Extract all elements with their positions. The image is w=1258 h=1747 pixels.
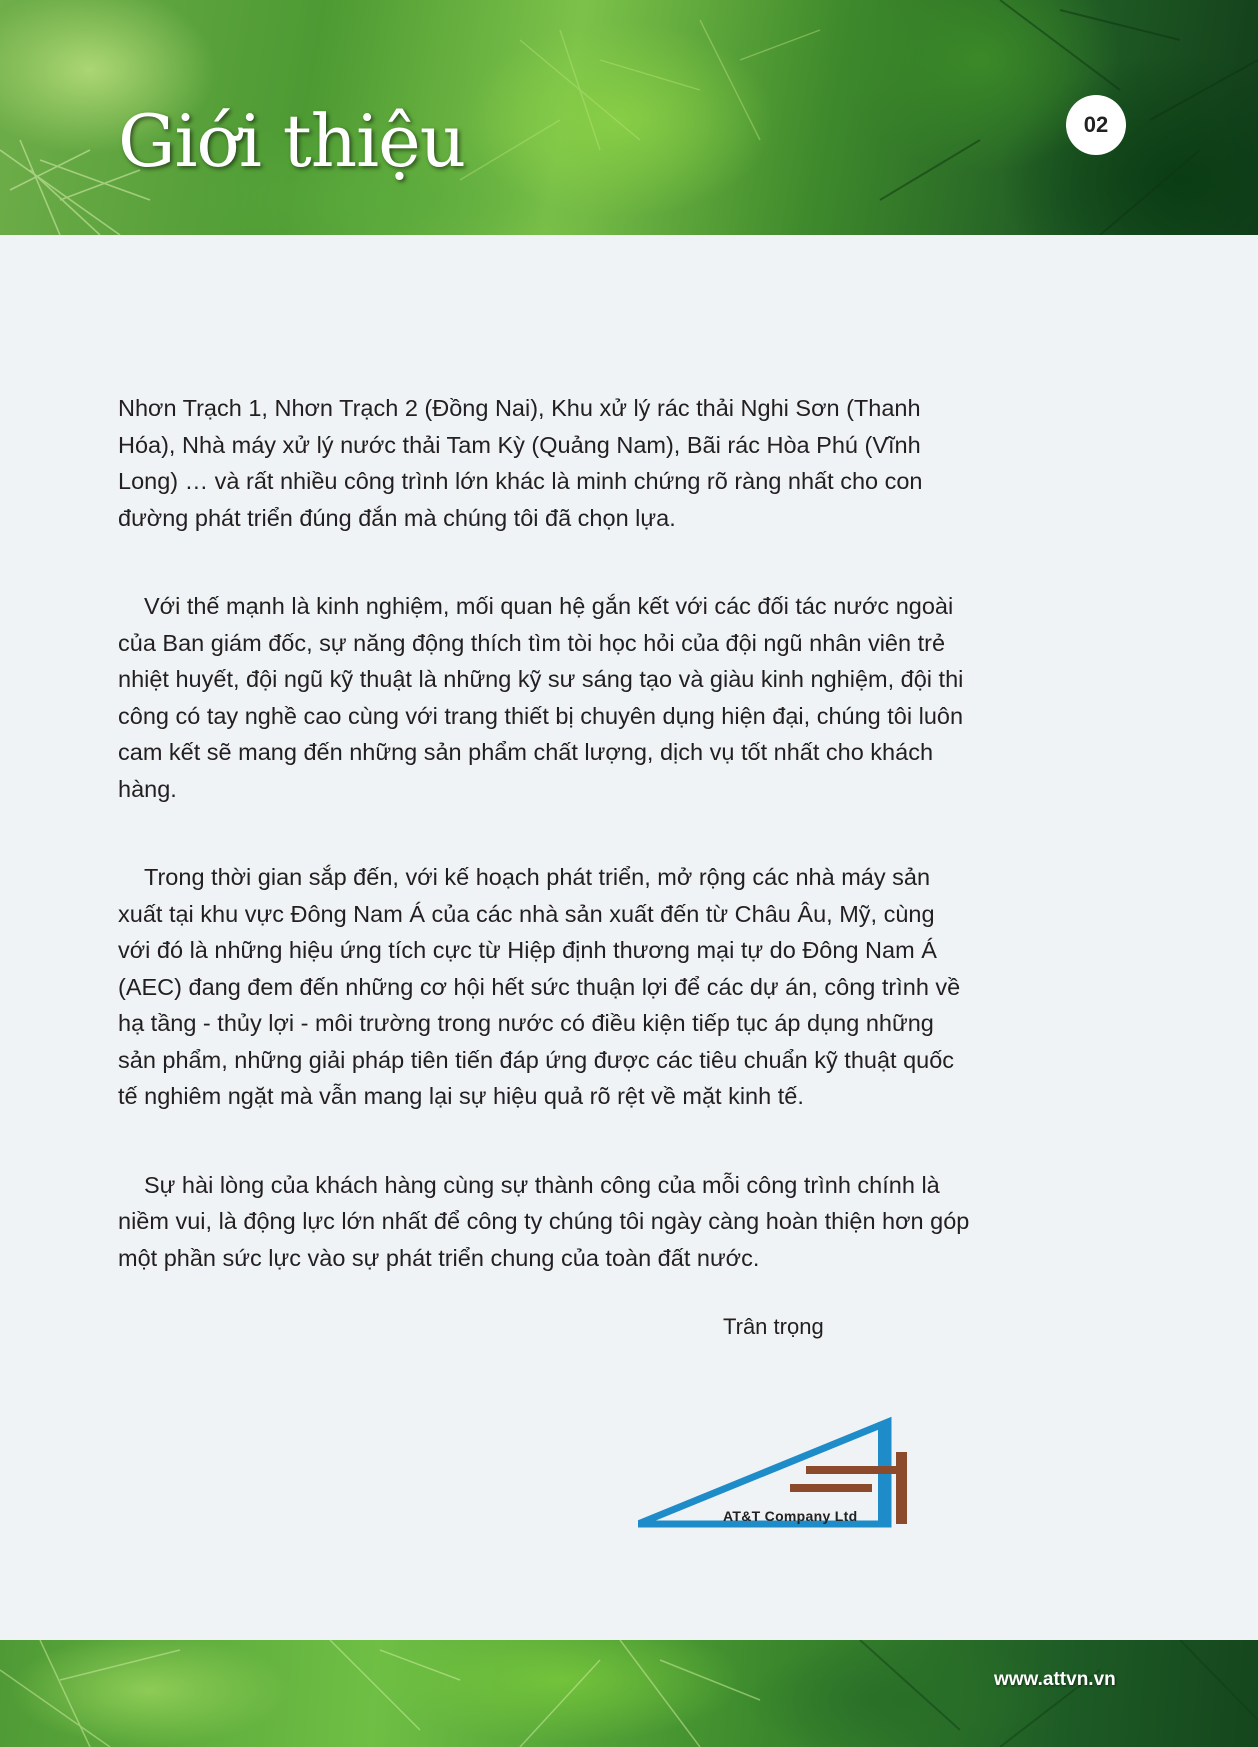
pine-needles-decoration (0, 1640, 1258, 1747)
website-url[interactable]: www.attvn.vn (994, 1669, 1116, 1690)
paragraph-3: Trong thời gian sắp đến, với kế hoạch phát triển, mở rộng các nhà máy sản xuất tại khu vực Đông Nam Á của các nhà sản xuất đến từ Châu Âu, Mỹ, cùng với đó là những hiệu ứng tích cực từ Hiệp định thương mại tự do Đông Nam Á (AEC) đang đem đến những cơ hội hết sức thuận lợi để các dự án, công trình về hạ tầng - thủy lợi - môi trường trong nước có điều kiện tiếp tục áp dụng những sản phẩm, những giải pháp tiên tiến đáp ứng được các tiêu chuẩn kỹ thuật quốc tế nghiêm ngặt mà vẫn mang lại sự hiệu quả rõ rệt về mặt kinh tế. (118, 864, 961, 1109)
intro-body (118, 390, 973, 1328)
closing-text: Trân trọng (723, 1314, 824, 1339)
page-title: Giới thiệu (118, 99, 466, 183)
company-name: AT&T Company Ltd (723, 1508, 858, 1524)
paragraph-2: Với thế mạnh là kinh nghiệm, mối quan hệ gắn kết với các đối tác nước ngoài của Ban giám đốc, sự năng động thích tìm tòi học hỏi của đội ngũ nhân viên trẻ nhiệt huyết, đội ngũ kỹ thuật là những kỹ sư sáng tạo và giàu kinh nghiệm, đội thi công có tay nghề cao cùng với trang thiết bị chuyên dụng hiện đại, chúng tôi luôn cam kết sẽ mang đến những sản phẩm chất lượng, dịch vụ tốt nhất cho khách hàng. (118, 593, 964, 802)
page-number-badge: 02 (1066, 95, 1126, 155)
paragraph-1: Nhơn Trạch 1, Nhơn Trạch 2 (Đồng Nai), Khu xử lý rác thải Nghi Sơn (Thanh Hóa), Nhà máy xử lý nước thải Tam Kỳ (Quảng Nam), Bãi rác Hòa Phú (Vĩnh Long) … và rất nhiều công trình lớn khác là minh chứng rõ ràng nhất cho con đường phát triển đúng đắn mà chúng tôi đã chọn lựa. (118, 395, 923, 531)
header-banner (0, 0, 1258, 235)
footer-banner (0, 1640, 1258, 1747)
paragraph-4: Sự hài lòng của khách hàng cùng sự thành công của mỗi công trình chính là niềm vui, là động lực lớn nhất để công ty chúng tôi ngày càng hoàn thiện hơn góp một phần sức lực vào sự phát triển chung của toàn đất nước. (118, 1171, 970, 1271)
